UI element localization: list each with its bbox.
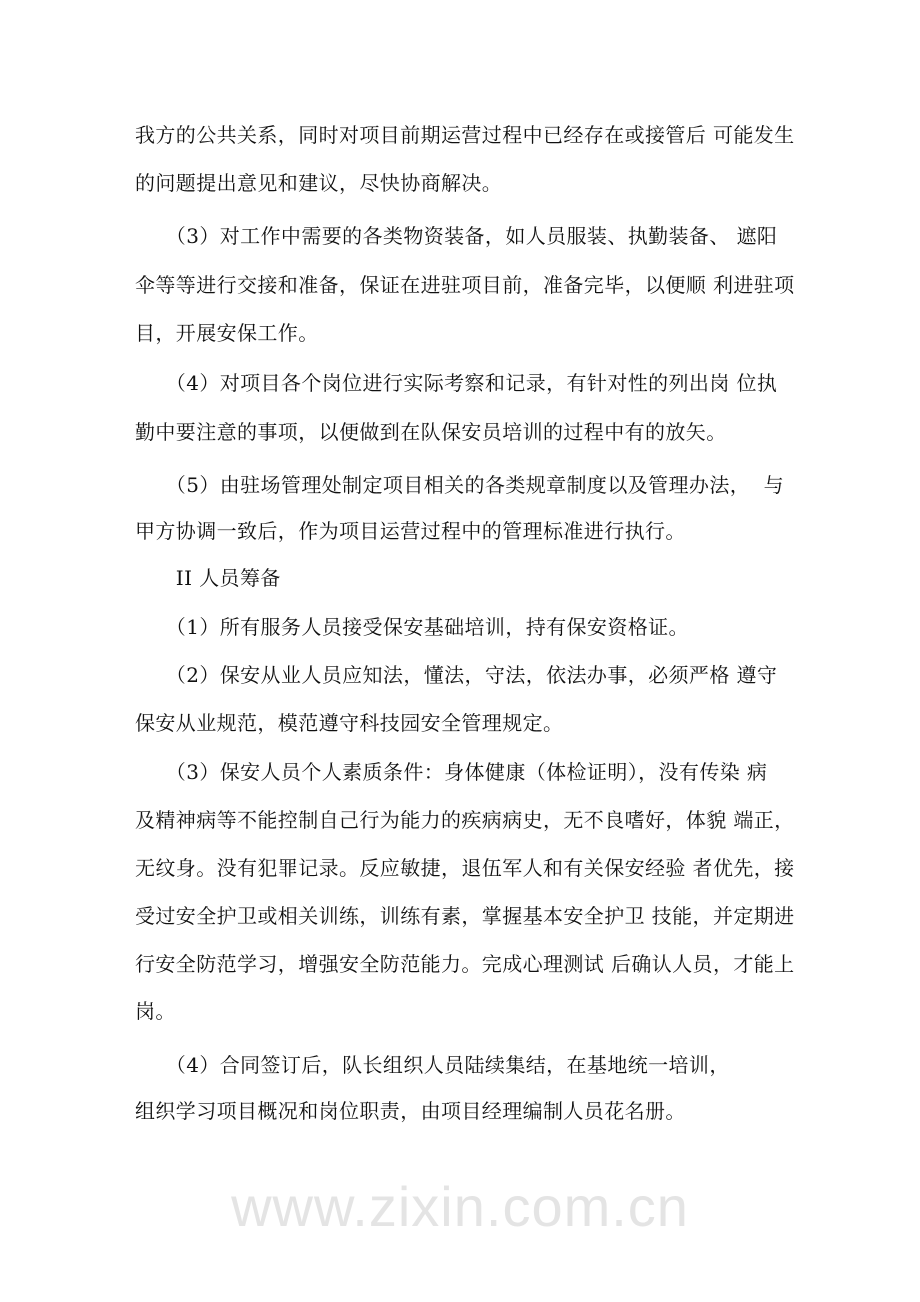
text-line: 受过安全护卫或相关训练，训练有素，掌握基本安全护卫 技能，并定期进 xyxy=(135,904,795,928)
watermark: www.zixin.com.cn xyxy=(231,1175,689,1238)
text-line: 我方的公共关系，同时对项目前期运营过程中已经存在或接管后 可能发生 xyxy=(135,123,795,147)
text-line: 行安全防范学习，增强安全防范能力。完成心理测试 后确认人员，才能上 xyxy=(135,952,795,976)
text-line: （5）由驻场管理处制定项目相关的各类规章制度以及管理办法， 与 xyxy=(135,473,785,497)
text-line: 伞等等进行交接和准备，保证在进驻项目前，准备完毕，以便顺 利进驻项 xyxy=(135,273,795,297)
text-line: 甲方协调一致后，作为项目运营过程中的管理标准进行执行。 xyxy=(135,519,686,543)
text-line: 的问题提出意见和建议，尽快协商解决。 xyxy=(135,171,503,195)
text-line: （1）所有服务人员接受保安基础培训，持有保安资格证。 xyxy=(135,615,689,639)
text-line: 勤中要注意的事项，以便做到在队保安员培训的过程中有的放矢。 xyxy=(135,420,727,444)
text-line: 目，开展安保工作。 xyxy=(135,321,319,345)
text-line: （3）对工作中需要的各类物资装备，如人员服装、执勤装备、 遮阳 xyxy=(135,224,778,248)
section-heading: II 人员筹备 xyxy=(135,566,281,590)
text-line: （4）合同签订后，队长组织人员陆续集结，在基地统一培训， xyxy=(135,1053,730,1077)
text-line: 及精神病等不能控制自己行为能力的疾病病史，无不良嗜好，体貌 端正， xyxy=(135,808,795,832)
text-line: 无纹身。没有犯罪记录。反应敏捷，退伍军人和有关保安经验 者优先，接 xyxy=(135,856,795,880)
text-line: 岗。 xyxy=(135,999,176,1023)
text-line: （3）保安人员个人素质条件：身体健康（体检证明），没有传染 病 xyxy=(135,760,768,784)
text-line: 保安从业规范，模范遵守科技园安全管理规定。 xyxy=(135,711,564,735)
text-line: 组织学习项目概况和岗位职责，由项目经理编制人员花名册。 xyxy=(135,1099,686,1123)
text-line: （4）对项目各个岗位进行实际考察和记录，有针对性的列出岗 位执 xyxy=(135,371,778,395)
text-line: （2）保安从业人员应知法，懂法，守法，依法办事，必须严格 遵守 xyxy=(135,663,778,687)
